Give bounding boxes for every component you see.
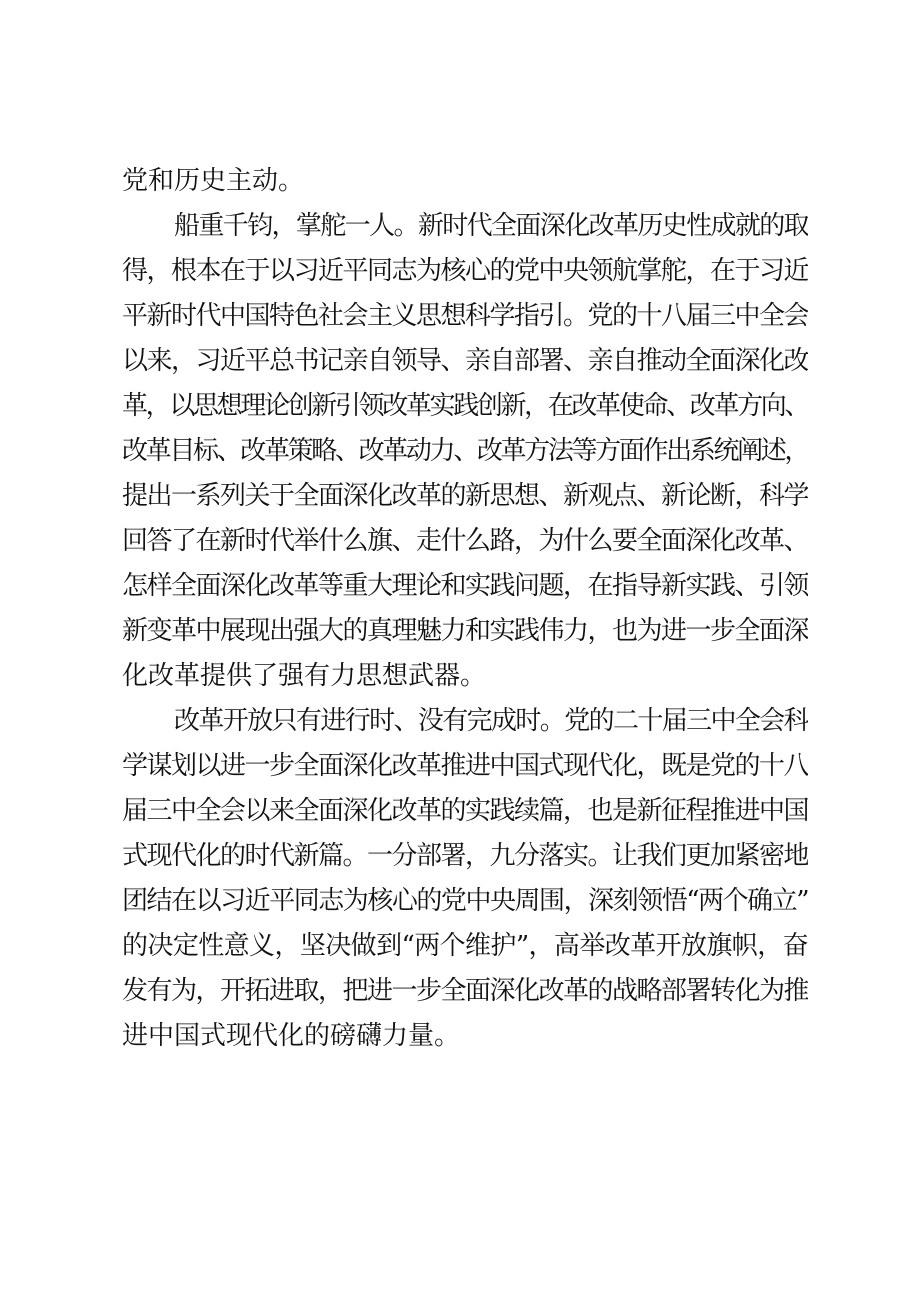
text-line: 党和历史主动。	[122, 166, 305, 196]
text-line: 船重千钧，掌舵一人。新时代全面深化改革历史性成就的取	[174, 211, 808, 241]
text-line: 革，以思想理论创新引领改革实践创新，在改革使命、改革方向、	[122, 391, 808, 421]
text-line: 得，根本在于以习近平同志为核心的党中央领航掌舵，在于习近	[122, 256, 808, 286]
text-line: 届三中全会以来全面深化改革的实践续篇，也是新征程推进中国	[122, 796, 808, 826]
text-line: 式现代化的时代新篇。一分部署，九分落实。让我们更加紧密地	[122, 841, 808, 871]
text-line: 发有为，开拓进取，把进一步全面深化改革的战略部署转化为推	[122, 976, 808, 1006]
text-line: 怎样全面深化改革等重大理论和实践问题，在指导新实践、引领	[122, 571, 808, 601]
text-line: 回答了在新时代举什么旗、走什么路，为什么要全面深化改革、	[122, 526, 808, 556]
text-line: 改革目标、改革策略、改革动力、改革方法等方面作出系统阐述，	[122, 436, 808, 466]
text-line: 的决定性意义，坚决做到“两个维护”，高举改革开放旗帜，奋	[122, 931, 808, 961]
text-line: 新变革中展现出强大的真理魅力和实践伟力，也为进一步全面深	[122, 616, 808, 646]
text-line: 学谋划以进一步全面深化改革推进中国式现代化，既是党的十八	[122, 751, 808, 781]
text-line: 化改革提供了强有力思想武器。	[122, 661, 487, 691]
text-line: 改革开放只有进行时、没有完成时。党的二十届三中全会科	[174, 706, 808, 736]
text-line: 提出一系列关于全面深化改革的新思想、新观点、新论断，科学	[122, 481, 808, 511]
text-line: 进中国式现代化的磅礴力量。	[122, 1021, 461, 1051]
text-line: 团结在以习近平同志为核心的党中央周围，深刻领悟“两个确立”	[122, 886, 808, 916]
text-line: 平新时代中国特色社会主义思想科学指引。党的十八届三中全会	[122, 301, 808, 331]
text-line: 以来，习近平总书记亲自领导、亲自部署、亲自推动全面深化改	[122, 346, 808, 376]
